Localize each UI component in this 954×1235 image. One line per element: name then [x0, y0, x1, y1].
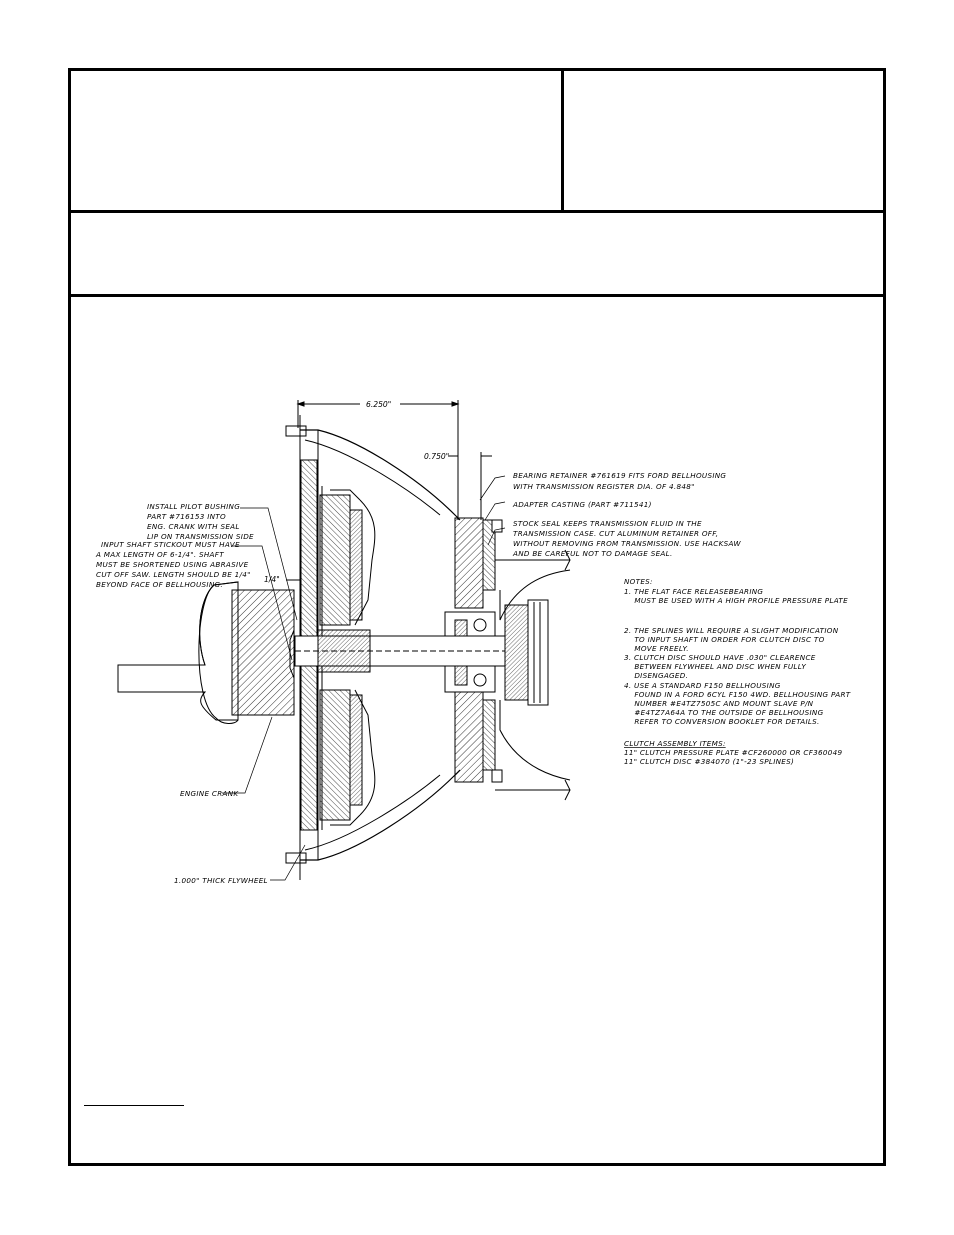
- svg-text:TRANSMISSION CASE. CUT ALUMINU: TRANSMISSION CASE. CUT ALUMINUM RETAINER OFF,: [513, 529, 719, 538]
- transmission-gear: [505, 600, 548, 705]
- svg-text:PART #716153 INTO: PART #716153 INTO: [147, 512, 226, 521]
- svg-text:DISENGAGED.: DISENGAGED.: [624, 671, 689, 680]
- svg-text:3. CLUTCH DISC SHOULD HAVE .03: 3. CLUTCH DISC SHOULD HAVE .030" CLEARENCE: [624, 653, 816, 662]
- svg-text:ENG. CRANK WITH SEAL: ENG. CRANK WITH SEAL: [147, 522, 240, 531]
- svg-text:REFER TO CONVERSION BOOKLET FO: REFER TO CONVERSION BOOKLET FOR DETAILS.: [624, 717, 820, 726]
- svg-text:NOTES:: NOTES:: [624, 577, 653, 586]
- svg-text:CUT OFF SAW. LENGTH SHOULD BE: CUT OFF SAW. LENGTH SHOULD BE 1/4": [96, 570, 251, 579]
- dim-retainer-offset: 0.750": [424, 452, 450, 461]
- svg-text:ADAPTER CASTING (PART #711541): ADAPTER CASTING (PART #711541): [513, 500, 652, 509]
- svg-text:STOCK SEAL KEEPS TRANSMISSION: STOCK SEAL KEEPS TRANSMISSION FLUID IN THE: [513, 519, 702, 528]
- notes-block: [624, 577, 851, 726]
- svg-text:A MAX LENGTH OF 6-1/4". SHAFT: A MAX LENGTH OF 6-1/4". SHAFT: [96, 550, 224, 559]
- svg-text:MUST BE USED WITH A HIGH PROFI: MUST BE USED WITH A HIGH PROFILE PRESSURE PLATE: [624, 596, 848, 605]
- svg-text:WITHOUT REMOVING FROM TRANSMIS: WITHOUT REMOVING FROM TRANSMISSION. USE HACKSAW: [513, 539, 741, 548]
- svg-text:AND BE CAREFUL NOT TO DAMAGE S: AND BE CAREFUL NOT TO DAMAGE SEAL.: [513, 549, 673, 558]
- svg-text:FOUND IN A FORD 6CYL F150 4WD.: FOUND IN A FORD 6CYL F150 4WD. BELLHOUSING PART: [624, 690, 851, 699]
- svg-text:MOVE FREELY.: MOVE FREELY.: [624, 644, 689, 653]
- svg-text:BETWEEN FLYWHEEL AND DISC WHEN: BETWEEN FLYWHEEL AND DISC WHEN FULLY: [624, 662, 807, 671]
- callout-pilot-bushing: [147, 502, 254, 541]
- svg-text:NUMBER #E4TZ7505C AND MOUNT SL: NUMBER #E4TZ7505C AND MOUNT SLAVE P/N: [624, 699, 814, 708]
- dim-stickout: 1/4": [264, 575, 280, 584]
- clutch-items-block: [624, 739, 843, 766]
- callout-stock-seal: [512, 519, 742, 558]
- svg-text:INSTALL PILOT BUSHING: INSTALL PILOT BUSHING: [147, 502, 241, 511]
- callout-input-shaft: [95, 540, 251, 589]
- svg-text:INPUT SHAFT STICKOUT MUST HAVE: INPUT SHAFT STICKOUT MUST HAVE: [101, 540, 240, 549]
- dim-overall-width: 6.250": [366, 400, 392, 409]
- svg-text:1. THE FLAT FACE RELEASEBEARIN: 1. THE FLAT FACE RELEASEBEARING: [624, 587, 764, 596]
- svg-text:2. THE SPLINES WILL REQUIRE A: 2. THE SPLINES WILL REQUIRE A SLIGHT MODIFICATION: [624, 626, 839, 635]
- svg-text:MUST BE SHORTENED USING ABRASI: MUST BE SHORTENED USING ABRASIVE: [96, 560, 249, 569]
- callout-engine-crank: [180, 789, 239, 798]
- svg-text:CLUTCH ASSEMBLY ITEMS:: CLUTCH ASSEMBLY ITEMS:: [624, 739, 726, 748]
- svg-text:LIP ON TRANSMISSION SIDE: LIP ON TRANSMISSION SIDE: [147, 532, 254, 541]
- svg-text:11" CLUTCH DISC #384070 (1"-23: 11" CLUTCH DISC #384070 (1"-23 SPLINES): [624, 757, 795, 766]
- svg-text:11" CLUTCH PRESSURE PLATE #CF2: 11" CLUTCH PRESSURE PLATE #CF260000 OR CF360049: [624, 748, 843, 757]
- callout-flywheel: [174, 876, 268, 885]
- svg-text:BEYOND FACE OF BELLHOUSING.: BEYOND FACE OF BELLHOUSING.: [96, 580, 223, 589]
- svg-text:ENGINE CRANK: ENGINE CRANK: [180, 789, 239, 798]
- svg-text:4. USE A STANDARD F150 BELLHOU: 4. USE A STANDARD F150 BELLHOUSING: [624, 681, 781, 690]
- svg-text:#E4TZ7A64A TO THE OUTSIDE OF B: #E4TZ7A64A TO THE OUTSIDE OF BELLHOUSING: [624, 708, 824, 717]
- svg-text:WITH TRANSMISSION REGISTER DIA: WITH TRANSMISSION REGISTER DIA. OF 4.848": [513, 482, 695, 491]
- input-shaft: [295, 630, 505, 672]
- svg-text:1.000" THICK FLYWHEEL: 1.000" THICK FLYWHEEL: [174, 876, 268, 885]
- svg-text:BEARING RETAINER #761619 FITS: BEARING RETAINER #761619 FITS FORD BELLHOUSING: [513, 471, 727, 480]
- callout-adapter-casting: [512, 500, 652, 509]
- engine-crank: [118, 582, 294, 724]
- svg-text:TO INPUT SHAFT IN ORDER FOR CL: TO INPUT SHAFT IN ORDER FOR CLUTCH DISC TO: [624, 635, 825, 644]
- callout-bearing-retainer: [513, 471, 726, 491]
